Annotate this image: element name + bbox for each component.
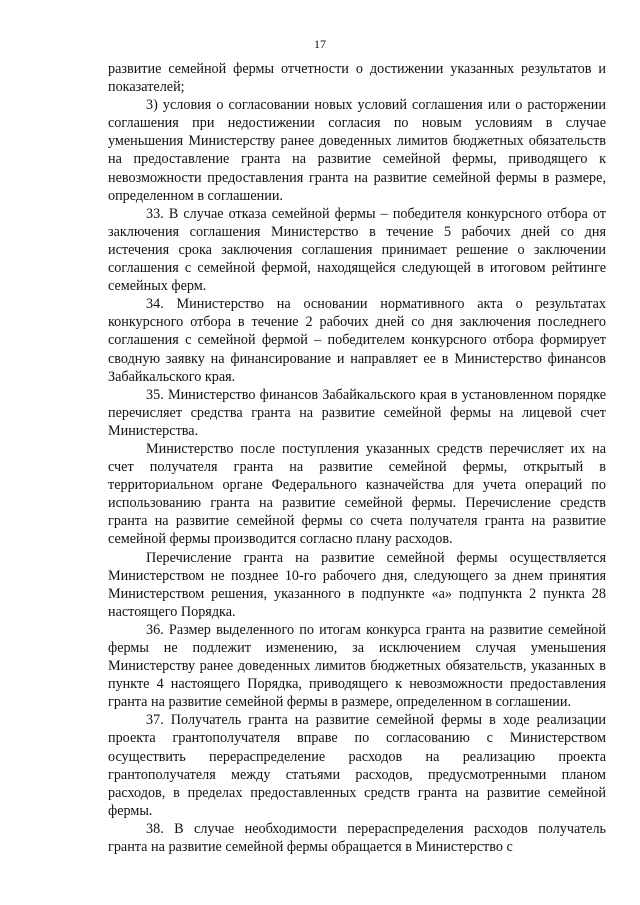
paragraph-37: 37. Получатель гранта на развитие семейной фермы в ходе реализации проекта грантополучателя вправе по согласованию с Министерством осуществить перераспределение расходов на реализацию проекта грантополучателя между статьями расходов, предусмотренными планом расходов, в пределах предоставленных средств гранта на развитие семейной фермы. bbox=[108, 712, 606, 819]
paragraph-35-deadline: Перечисление гранта на развитие семейной фермы осуществляется Министерством не позднее 10-го рабочего дня, следующего за днем принятия Министерством решения, указанного в подпункте «а» подпункта 2 пункта 28 настоящего Порядка. bbox=[108, 549, 606, 620]
document-body bbox=[108, 60, 606, 856]
page-number: 17 bbox=[314, 37, 326, 51]
paragraph-38: 38. В случае необходимости перераспределения расходов получатель гранта на развитие семейной фермы обращается в Министерство с bbox=[108, 820, 606, 856]
paragraph-35: 35. Министерство финансов Забайкальского края в установленном порядке перечисляет средства гранта на развитие семейной фермы на лицевой счет Министерства. bbox=[108, 386, 606, 439]
paragraph-item-3: 3) условия о согласовании новых условий соглашения или о расторжении соглашения при недостижении согласия по новым условиям в случае уменьшения Министерству ранее доведенных лимитов бюджетных обязательств на предоставление гранта на развитие семейной фермы, приводящего к невозможности предоставления гранта на развитие семейной фермы в размере, определенном в соглашении. bbox=[108, 97, 606, 204]
paragraph-35-transfer: Министерство после поступления указанных средств перечисляет их на счет получателя гранта на развитие семейной фермы, открытый в территориальном органе Федерального казначейства для учета операций по использованию гранта на развитие семейной фермы. Перечисление средств гранта на развитие семейной фермы со счета получателя гранта на развитие семейной фермы производится согласно плану расходов. bbox=[108, 440, 606, 548]
paragraph-34: 34. Министерство на основании нормативного акта о результатах конкурсного отбора в течение 2 рабочих дней со дня заключения последнего соглашения с семейной фермой – победителем конкурсного отбора формирует сводную заявку на финансирование и направляет ее в Министерство финансов Забайкальского края. bbox=[108, 296, 606, 385]
paragraph-36: 36. Размер выделенного по итогам конкурса гранта на развитие семейной фермы не подлежит изменению, за исключением случая уменьшения Министерству ранее доведенных лимитов бюджетных обязательств, указанных в пункте 4 настоящего Порядка, приводящего к невозможности предоставления гранта на развитие семейной фермы в размере, определенном в соглашении. bbox=[108, 621, 606, 711]
paragraph-continuation: развитие семейной фермы отчетности о достижении указанных результатов и показателей; bbox=[108, 61, 606, 96]
paragraph-33: 33. В случае отказа семейной фермы – победителя конкурсного отбора от заключения соглашения Министерство в течение 5 рабочих дней со дня истечения срока заключения соглашения принимает решение о заключении соглашения с семейной фермой, находящейся следующей в итоговом рейтинге семейных ферм. bbox=[108, 205, 606, 295]
